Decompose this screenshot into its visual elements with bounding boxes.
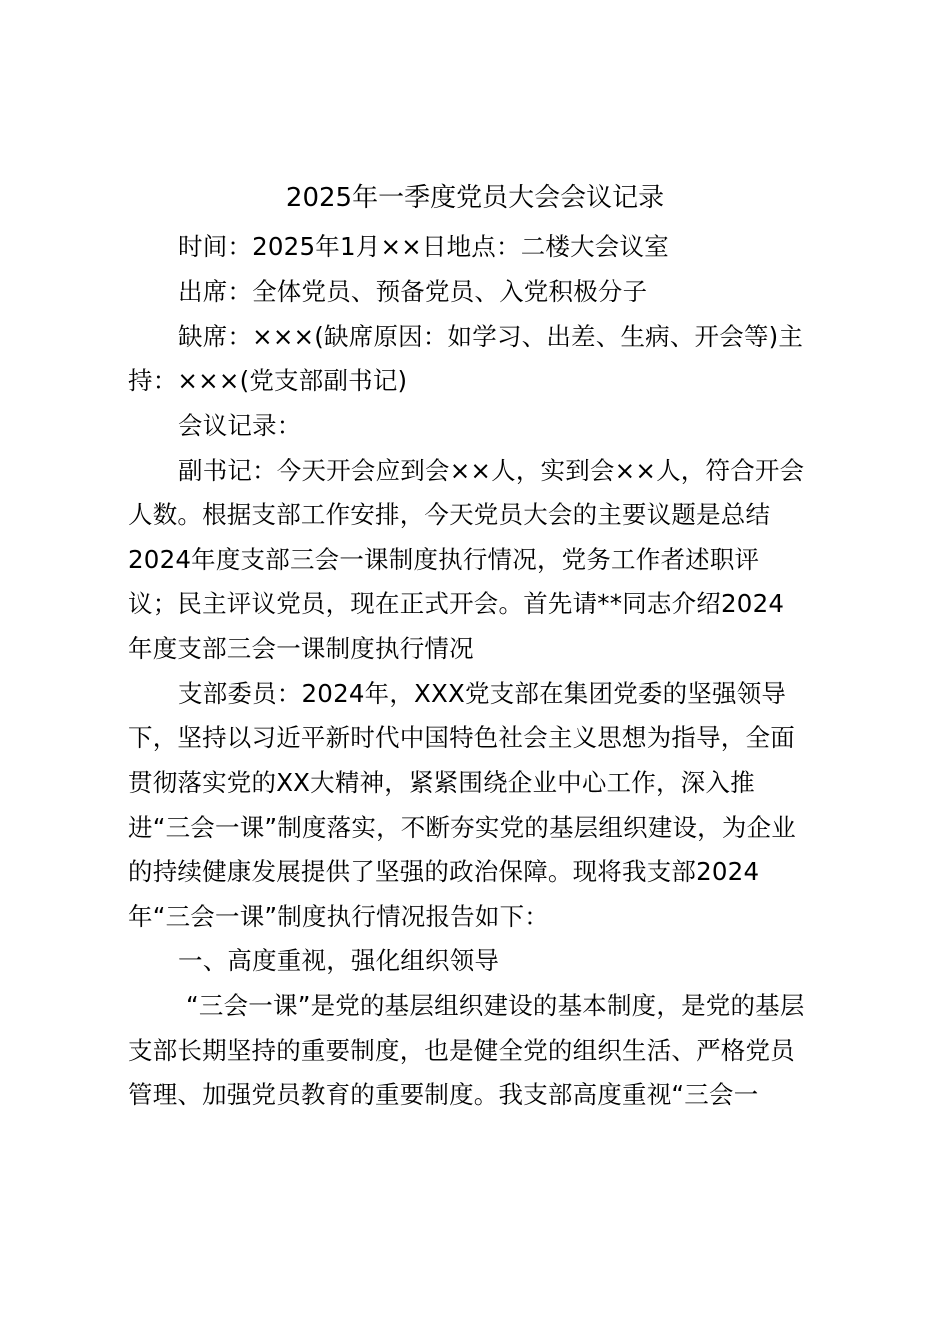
paragraph-line: 年度支部三会一课制度执行情况	[128, 634, 474, 663]
paragraph-line: 2024年度支部三会一课制度执行情况，党务工作者述职评	[128, 545, 760, 574]
host-line: 持：×××(党支部副书记)	[128, 366, 408, 395]
meeting-time-line: 时间：2025年1月××日地点：二楼大会议室	[178, 232, 669, 261]
paragraph-line: 议；民主评议党员，现在正式开会。首先请**同志介绍2024	[128, 589, 785, 618]
minutes-heading: 会议记录：	[178, 411, 302, 440]
paragraph-line: 年“三会一课”制度执行情况报告如下：	[128, 902, 549, 931]
paragraph-line: 支部长期坚持的重要制度，也是健全党的组织生活、严格党员	[128, 1036, 795, 1065]
paragraph-line: 进“三会一课”制度落实，不断夯实党的基层组织建设，为企业	[128, 813, 796, 842]
paragraph-line: “三会一课”是党的基层组织建设的基本制度，是党的基层	[186, 991, 805, 1020]
attendance-line: 出席：全体党员、预备党员、入党积极分子	[178, 277, 648, 306]
paragraph-line: 支部委员：2024年，XXX党支部在集团党委的坚强领导	[178, 679, 787, 708]
document-title: 2025年一季度党员大会会议记录	[285, 183, 665, 213]
paragraph-line: 副书记：今天开会应到会××人，实到会××人，符合开会	[178, 456, 805, 485]
paragraph-line: 贯彻落实党的XX大精神，紧紧围绕企业中心工作，深入推	[128, 768, 755, 797]
paragraph-line: 的持续健康发展提供了坚强的政治保障。现将我支部2024	[128, 857, 760, 886]
paragraph-line: 管理、加强党员教育的重要制度。我支部高度重视“三会一	[128, 1080, 759, 1109]
absence-line: 缺席：×××(缺席原因：如学习、出差、生病、开会等)主	[178, 322, 804, 351]
paragraph-line: 人数。根据支部工作安排，今天党员大会的主要议题是总结	[128, 500, 771, 529]
paragraph-line: 下，坚持以习近平新时代中国特色社会主义思想为指导，全面	[128, 723, 795, 752]
section-heading: 一、高度重视，强化组织领导	[178, 946, 500, 975]
